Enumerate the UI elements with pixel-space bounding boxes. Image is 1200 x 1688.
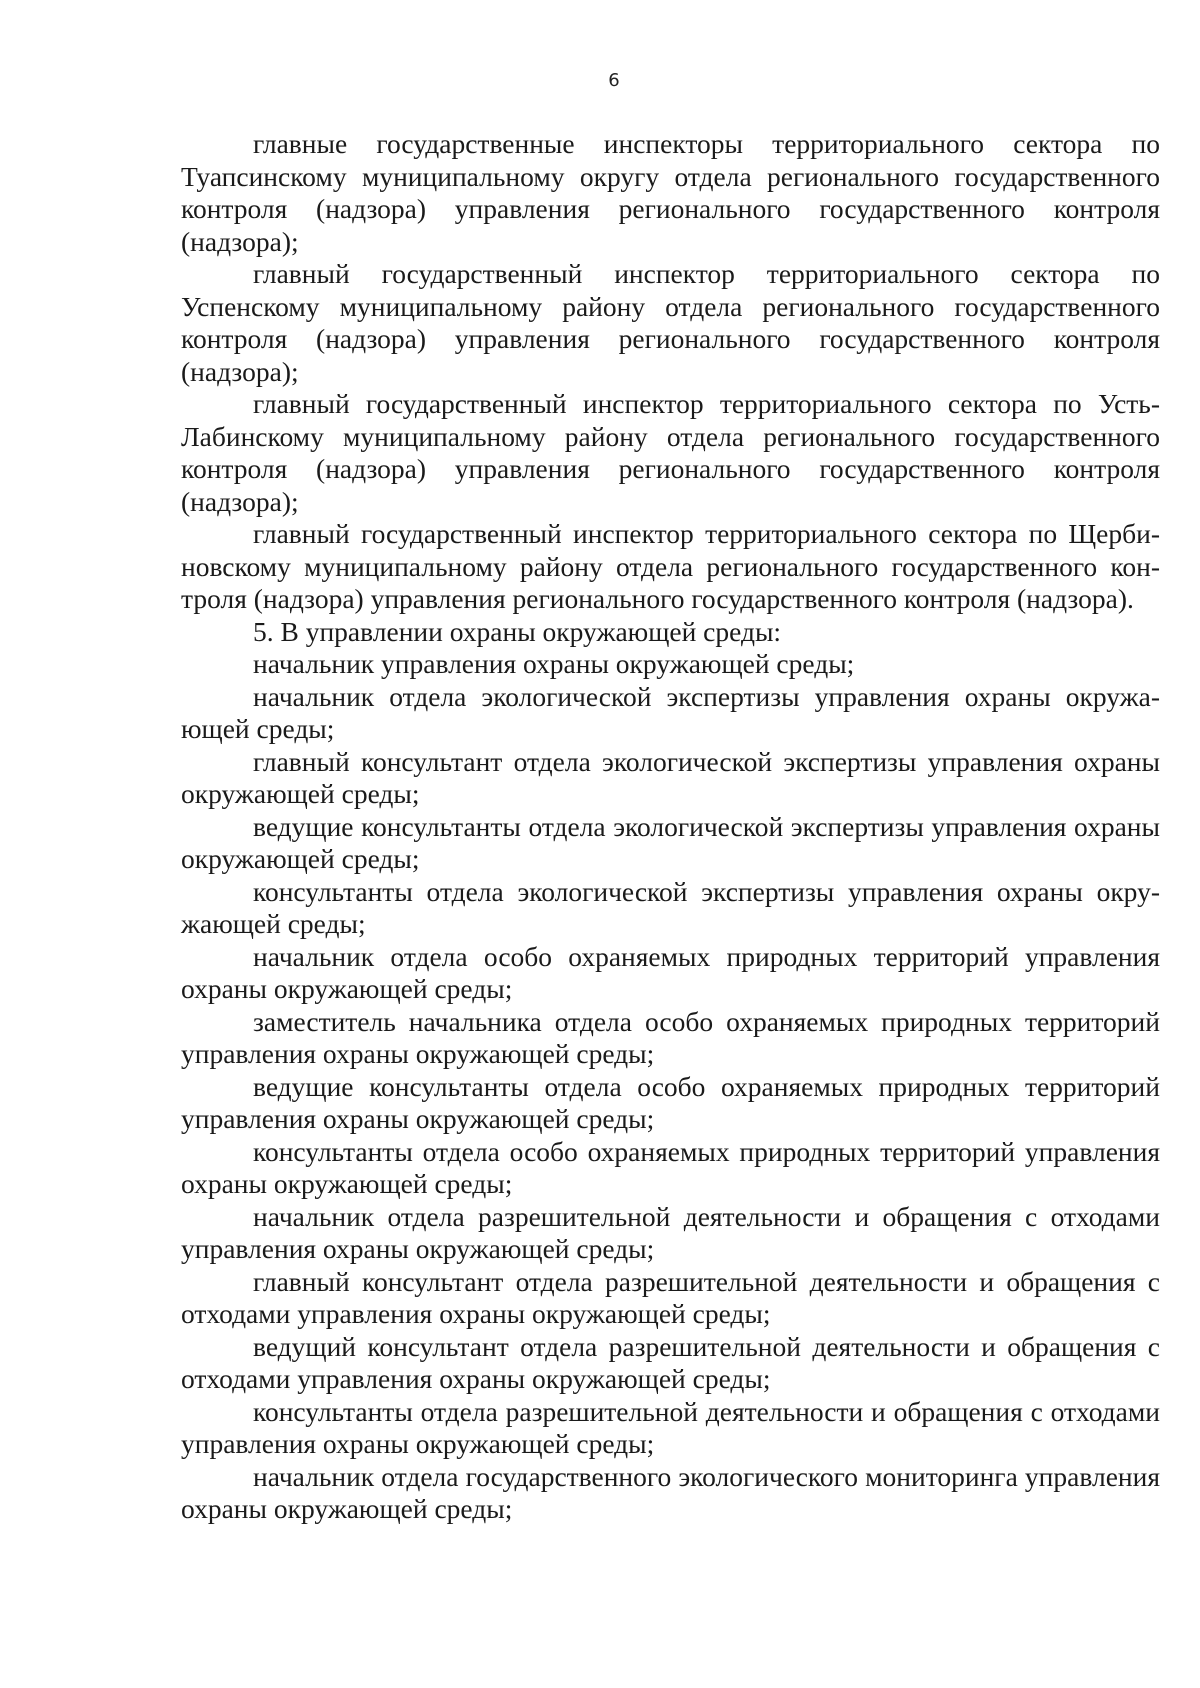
paragraph: начальник отдела государственного экологического мониторинга управления охраны окружающей среды;	[181, 1460, 1160, 1524]
paragraph: заместитель начальника отдела особо охраняемых природных территорий управления охраны окружающей среды;	[181, 1005, 1160, 1069]
document-body	[181, 128, 1160, 1526]
paragraph: главный консультант отдела разрешительной деятельности и обращения с отходами управления охраны окружающей среды;	[181, 1265, 1160, 1329]
paragraph: ведущие консультанты отдела особо охраняемых природных территорий управления охраны окружающей среды;	[181, 1070, 1160, 1134]
paragraph: главный государственный инспектор территориального сектора по Щербиновскому муниципальному району отдела регионального государственного контроля (надзора) управления регионального государственного контроля (надзора).	[181, 518, 1160, 614]
paragraph: консультанты отдела особо охраняемых природных территорий управления охраны окружающей среды;	[181, 1135, 1160, 1199]
paragraph: начальник отдела особо охраняемых природных территорий управления охраны окружающей среды;	[181, 940, 1160, 1004]
paragraph: консультанты отдела экологической экспертизы управления охраны окружающей среды;	[181, 875, 1160, 939]
page-number: 6	[608, 70, 620, 91]
paragraph: ведущий консультант отдела разрешительной деятельности и обращения с отходами управления охраны окружающей среды;	[181, 1330, 1160, 1394]
paragraph: главный государственный инспектор территориального сектора по Усть-Лабинскому муниципальному району отдела регионального государственного контроля (надзора) управления регионального государственного контроля (надзора);	[181, 388, 1160, 517]
paragraph: главные государственные инспекторы территориального сектора по Туапсинскому муниципальному округу отдела регионального государственного контроля (надзора) управления регионального государственного контроля (надзора);	[181, 128, 1160, 257]
section-heading: 5. В управлении охраны окружающей среды:	[253, 615, 782, 647]
paragraph: начальник отдела экологической экспертизы управления охраны окружающей среды;	[181, 680, 1160, 744]
paragraph: начальник отдела разрешительной деятельности и обращения с отходами управления охраны окружающей среды;	[181, 1200, 1160, 1264]
paragraph: главный государственный инспектор территориального сектора по Успенскому муниципальному району отдела регионального государственного контроля (надзора) управления регионального государственного контроля (надзора);	[181, 258, 1160, 387]
paragraph: консультанты отдела разрешительной деятельности и обращения с отходами управления охраны окружающей среды;	[181, 1395, 1160, 1459]
paragraph: ведущие консультанты отдела экологической экспертизы управления охраны окружающей среды;	[181, 810, 1160, 874]
paragraph: главный консультант отдела экологической экспертизы управления охраны окружающей среды;	[181, 745, 1160, 809]
paragraph: начальник управления охраны окружающей среды;	[253, 648, 855, 679]
